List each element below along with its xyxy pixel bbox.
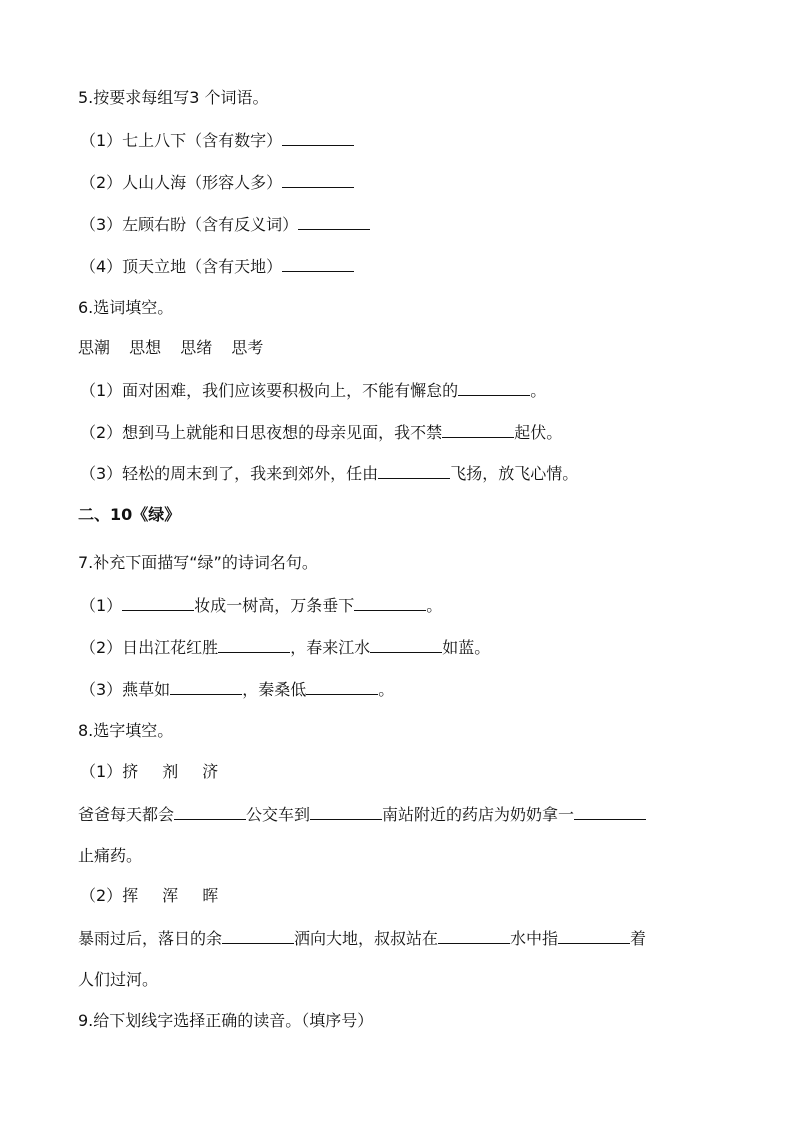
answer-blank[interactable] <box>310 804 382 820</box>
answer-blank[interactable] <box>442 422 514 438</box>
q6-word-bank <box>78 338 263 358</box>
answer-blank[interactable] <box>458 380 530 396</box>
q6-word: 思想 <box>129 338 162 357</box>
q8-paragraph-2 <box>78 928 646 949</box>
q6-s3-text: （3）轻松的周末到了，我来到郊外，任由 <box>80 464 379 483</box>
answer-blank[interactable] <box>282 256 354 272</box>
q8-title: 8.选字填空。 <box>78 721 174 740</box>
q7-s3-c: 。 <box>378 680 395 699</box>
q5-item-1 <box>80 130 354 151</box>
q8-p1-a: 爸爸每天都会 <box>78 805 175 824</box>
q7-s3-a: （3）燕草如 <box>80 680 171 699</box>
q8-paragraph-1-cont: 止痛药。 <box>78 846 143 865</box>
q6-s1-text: （1）面对困难，我们应该要积极向上，不能有懈怠的 <box>80 381 459 400</box>
q8-paragraph-2-cont: 人们过河。 <box>78 970 159 989</box>
q8-char: 济 <box>202 762 219 781</box>
q7-s1-a: （1） <box>80 596 123 615</box>
q6-sentence-3 <box>80 463 578 484</box>
q7-s2-c: 如蓝。 <box>442 638 491 657</box>
q8-p2-b: 洒向大地，叔叔站在 <box>294 929 439 948</box>
q7-s1-c: 。 <box>426 596 443 615</box>
section-heading: 二、10《绿》 <box>78 505 181 524</box>
answer-blank[interactable] <box>218 637 290 653</box>
answer-blank[interactable] <box>378 463 450 479</box>
q7-s2-a: （2）日出江花红胜 <box>80 638 219 657</box>
q8-p2-c: 水中指 <box>510 929 559 948</box>
answer-blank[interactable] <box>558 928 630 944</box>
q6-s2-end: 起伏。 <box>514 423 563 442</box>
answer-blank[interactable] <box>174 804 246 820</box>
q6-s1-end: 。 <box>530 381 547 400</box>
answer-blank[interactable] <box>282 172 354 188</box>
q6-sentence-2 <box>80 422 562 443</box>
q6-word: 思绪 <box>180 338 213 357</box>
q8-group-1-chars <box>80 762 218 782</box>
answer-blank[interactable] <box>306 679 378 695</box>
q8-p2-a: 暴雨过后，落日的余 <box>78 929 223 948</box>
q5-item-1-label: （1）七上八下（含有数字） <box>80 131 283 150</box>
q6-s2-text: （2）想到马上就能和日思夜想的母亲见面，我不禁 <box>80 423 443 442</box>
q8-char: 挤 <box>122 762 139 781</box>
q8-paragraph-1 <box>78 804 646 825</box>
q8-p1-c: 南站附近的药店为奶奶拿一 <box>382 805 575 824</box>
q7-line-3 <box>80 679 394 700</box>
q6-sentence-1 <box>80 380 546 401</box>
q8-char: 晖 <box>202 886 219 905</box>
q6-word: 思考 <box>231 338 264 357</box>
q8-char: 挥 <box>122 886 139 905</box>
q5-item-3-label: （3）左顾右盼（含有反义词） <box>80 215 299 234</box>
q5-item-3 <box>80 214 370 235</box>
q5-item-2-label: （2）人山人海（形容人多） <box>80 173 283 192</box>
q7-title: 7.补充下面描写“绿”的诗词名句。 <box>78 553 318 572</box>
answer-blank[interactable] <box>282 130 354 146</box>
answer-blank[interactable] <box>122 595 194 611</box>
q5-item-4 <box>80 256 354 277</box>
q7-line-1 <box>80 595 442 616</box>
answer-blank[interactable] <box>222 928 294 944</box>
q8-p2-d: 着 <box>630 929 647 948</box>
answer-blank[interactable] <box>438 928 510 944</box>
q8-char: 浑 <box>162 886 179 905</box>
q7-s1-b: 妆成一树高，万条垂下 <box>194 596 355 615</box>
q7-s3-b: ，秦桑低 <box>242 680 307 699</box>
q8-char: 剂 <box>162 762 179 781</box>
q5-title: 5.按要求每组写3 个词语。 <box>78 88 269 107</box>
q6-word: 思潮 <box>78 338 111 357</box>
q5-item-4-label: （4）顶天立地（含有天地） <box>80 257 283 276</box>
q8-g1-label: （1） <box>80 762 123 781</box>
answer-blank[interactable] <box>574 804 646 820</box>
q7-s2-b: ，春来江水 <box>290 638 371 657</box>
q6-title: 6.选词填空。 <box>78 298 174 317</box>
q8-g2-label: （2） <box>80 886 123 905</box>
answer-blank[interactable] <box>298 214 370 230</box>
q5-item-2 <box>80 172 354 193</box>
q6-s3-end: 飞扬，放飞心情。 <box>450 464 579 483</box>
q9-title: 9.给下划线字选择正确的读音。（填序号） <box>78 1011 374 1030</box>
answer-blank[interactable] <box>370 637 442 653</box>
q8-p1-b: 公交车到 <box>246 805 311 824</box>
q8-group-2-chars <box>80 886 218 906</box>
q7-line-2 <box>80 637 490 658</box>
answer-blank[interactable] <box>170 679 242 695</box>
answer-blank[interactable] <box>354 595 426 611</box>
